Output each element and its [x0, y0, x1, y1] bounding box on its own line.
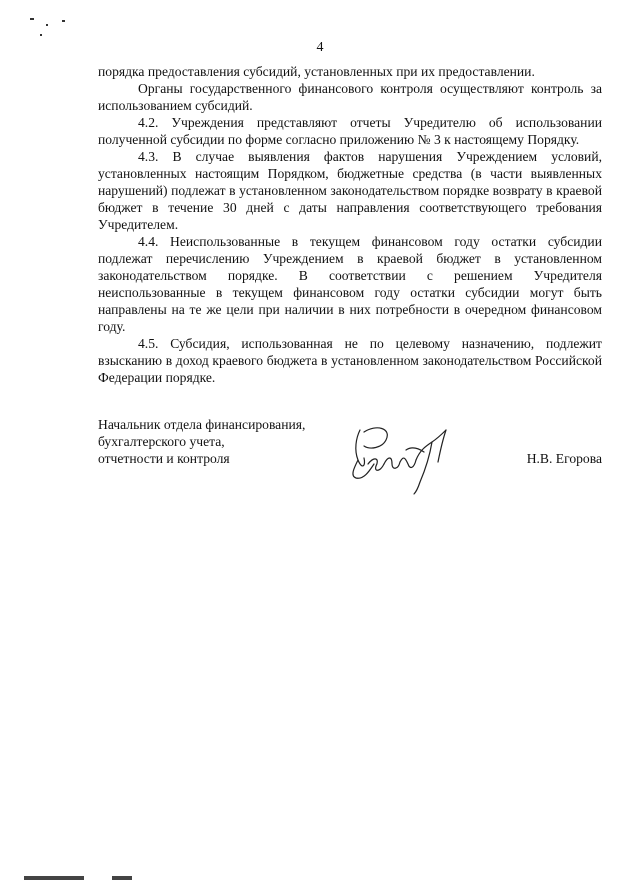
handwritten-signature [346, 420, 466, 496]
paragraph: порядка предоставления субсидий, установленных при их предоставлении. [98, 64, 535, 79]
paragraph-4-3: 4.3. В случае выявления фактов нарушения Учреждением условий, установленных настоящим Порядком, бюджетные средства (в части выявленных нарушений) подлежат в установленном законодательством порядке возврату в краевой бюджет в течение 30 дней с даты направления соответствующего требования Учредителем. [98, 149, 602, 232]
scan-artifact [30, 18, 34, 20]
signer-title [98, 416, 338, 467]
scan-artifact [24, 876, 84, 880]
signature-block [98, 416, 602, 496]
scan-artifact [46, 24, 48, 26]
signer-title-line: Начальник отдела финансирования, [98, 417, 306, 432]
paragraph-4-4: 4.4. Неиспользованные в текущем финансовом году остатки субсидии подлежат перечислению Учреждением в краевой бюджет в установленном законодательством порядке. В соответствии с решением Учредителя неиспользованные в текущем финансовом году остатки субсидии могут быть направлены на те же цели при наличии в них потребности в очередном финансовом году. [98, 234, 602, 334]
scan-artifact [40, 34, 42, 36]
scan-artifact [112, 876, 132, 880]
signer-name: Н.В. Егорова [526, 451, 602, 466]
signer-title-line: отчетности и контроля [98, 451, 230, 466]
paragraph-4-2: 4.2. Учреждения представляют отчеты Учредителю об использовании полученной субсидии по форме согласно приложению № 3 к настоящему Порядку. [98, 115, 602, 147]
scan-artifact [62, 20, 65, 22]
page-number: 4 [316, 40, 324, 55]
paragraph-4-5: 4.5. Субсидия, использованная не по целевому назначению, подлежит взысканию в доход краевого бюджета в установленном законодательством Российской Федерации порядке. [98, 336, 602, 385]
document-body [98, 63, 602, 386]
signer-title-line: бухгалтерского учета, [98, 434, 225, 449]
paragraph: Органы государственного финансового контроля осуществляют контроль за использованием субсидий. [98, 81, 602, 113]
